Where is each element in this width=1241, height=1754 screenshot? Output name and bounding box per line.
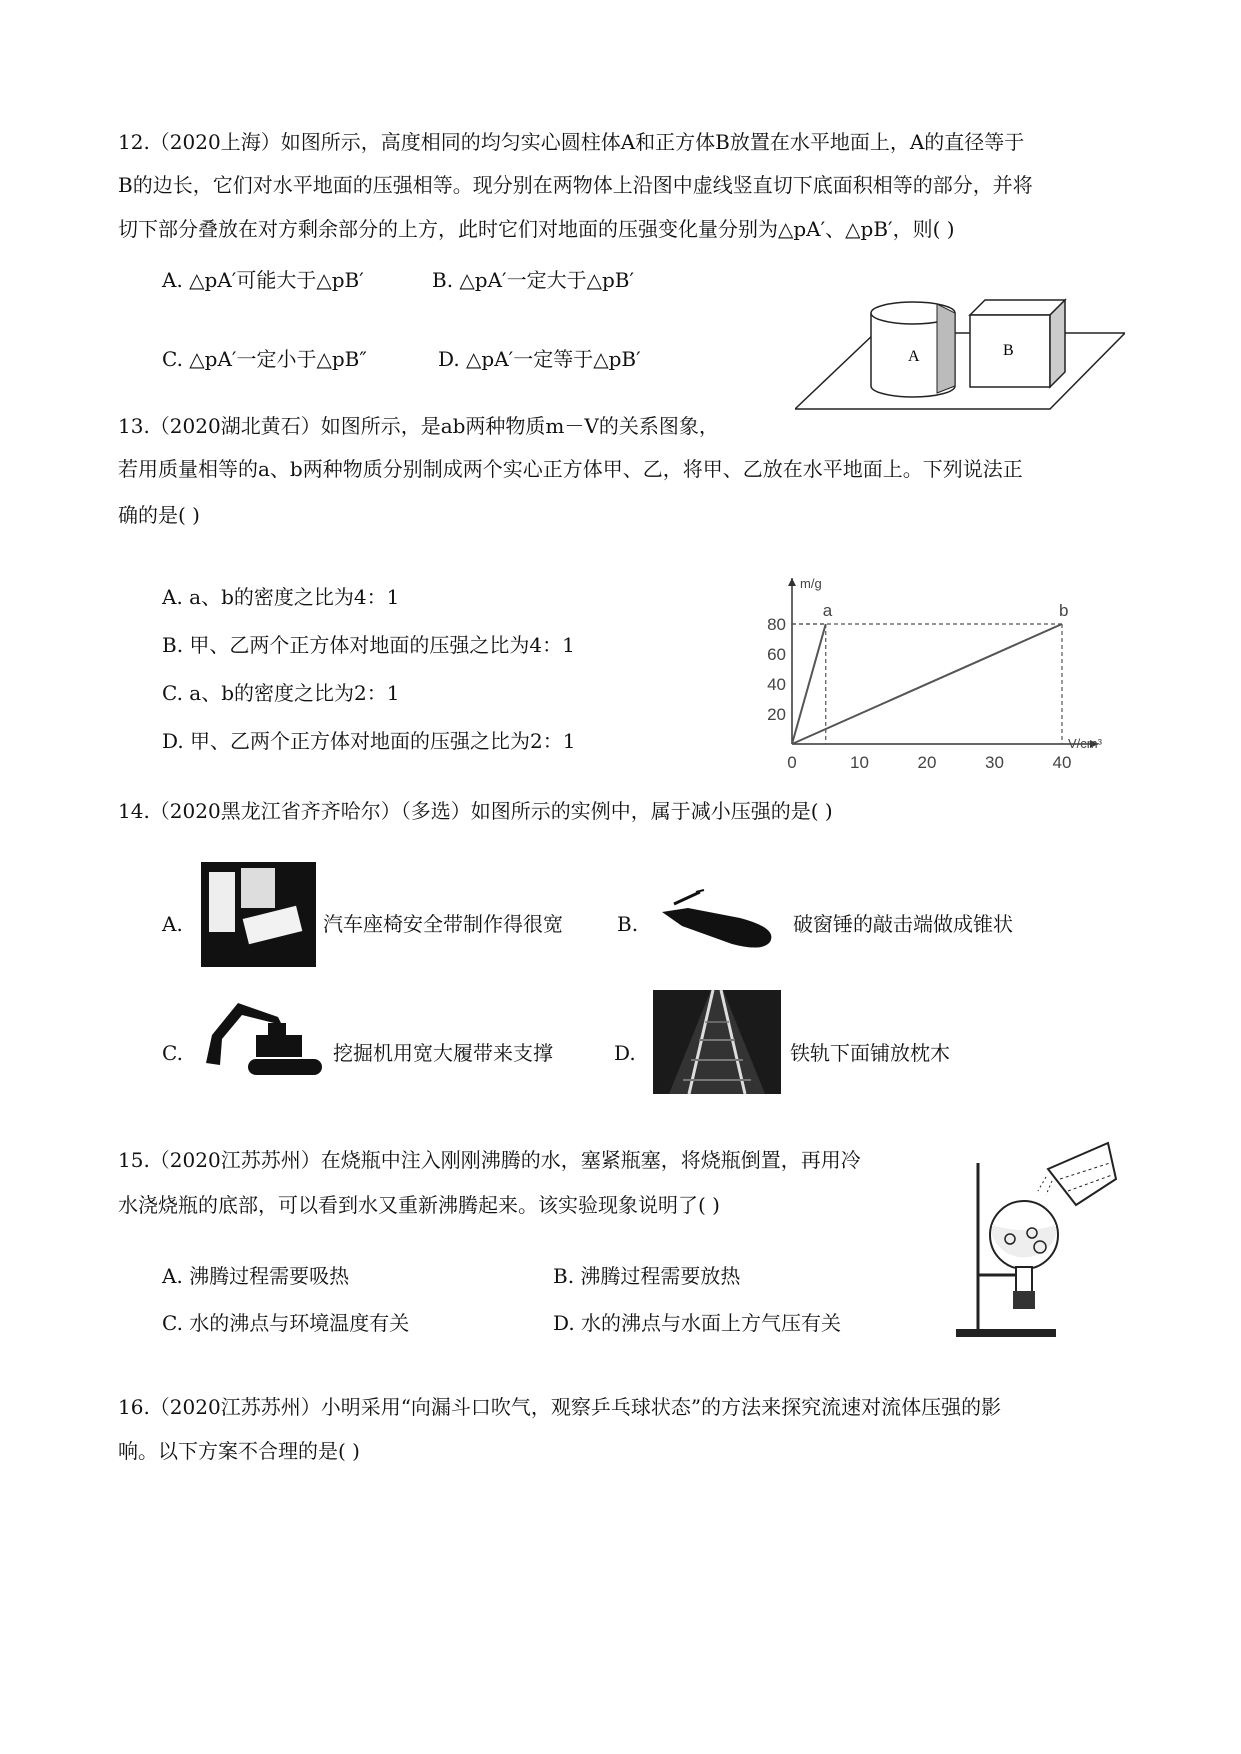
y-tick-label: 20 [767,705,786,724]
q13-line-1: 13.（2020湖北黄石）如图所示，是ab两种物质m－V的关系图象， [118,414,719,438]
series-line-a [792,624,826,744]
q14-line: 14.（2020黑龙江省齐齐哈尔）（多选）如图所示的实例中，属于减小压强的是( ) [118,799,833,823]
cylinder-label: A [908,348,920,365]
y-tick-label: 80 [767,615,786,634]
q12-option-b: B. △pA′一定大于△pB′ [432,268,635,292]
seatbelt-photo [201,862,316,967]
y-axis-label: m/g [800,576,822,591]
series-line-b [792,624,1062,744]
q15-option-c: C. 水的沸点与环境温度有关 [162,1311,410,1335]
q12-option-c: C. △pA′一定小于△pB″ [162,347,367,371]
q15-option-a: A. 沸腾过程需要吸热 [162,1264,350,1288]
q15-line-1: 15.（2020江苏苏州）在烧瓶中注入刚刚沸腾的水，塞紧瓶塞，将烧瓶倒置，再用冷 [118,1148,861,1172]
x-tick-label: 30 [985,753,1004,772]
x-tick-label: 40 [1052,753,1072,772]
q16-line-2: 响。以下方案不合理的是( ) [118,1439,360,1463]
series-label-a: a [822,601,833,620]
q13-option-c: C. a、b的密度之比为2：1 [162,681,400,705]
q12-option-d: D. △pA′一定等于△pB′ [438,347,641,371]
window-hammer-photo [652,882,782,952]
x-axis-label: V/cm³ [1068,736,1102,751]
q14-option-c-letter: C. [162,1041,183,1065]
x-tick-label: 0 [787,753,797,772]
mass-volume-chart [750,572,1110,780]
series-label-b: b [1059,601,1069,620]
q16-line-1: 16.（2020江苏苏州）小明采用“向漏斗口吹气，观察乒乓球状态”的方法来探究流速对流体压强的影 [118,1395,1002,1419]
q12-line-2: B的边长，它们对水平地面的压强相等。现分别在两物体上沿图中虚线竖直切下底面积相等的部分，并将 [118,173,1033,197]
q15-line-2: 水浇烧瓶的底部，可以看到水又重新沸腾起来。该实验现象说明了( ) [118,1193,720,1217]
q13-option-a: A. a、b的密度之比为4：1 [162,585,400,609]
q13-line-2: 若用质量相等的a、b两种物质分别制成两个实心正方体甲、乙，将甲、乙放在水平地面上。下列说法正 [118,457,1023,481]
q14-option-c-text: 挖掘机用宽大履带来支撑 [333,1041,553,1065]
inverted-flask-figure [950,1135,1120,1345]
x-tick-label: 10 [850,753,869,772]
q13-option-d: D. 甲、乙两个正方体对地面的压强之比为2：1 [162,729,576,753]
x-tick-label: 20 [917,753,937,772]
excavator-photo [198,995,328,1083]
y-tick-label: 40 [767,675,786,694]
y-tick-label: 60 [767,645,786,664]
railway-track-photo [653,990,781,1094]
q14-option-b-text: 破窗锤的敲击端做成锥状 [793,912,1013,936]
q15-option-d: D. 水的沸点与水面上方气压有关 [553,1311,842,1335]
q12-line-1: 12.（2020上海）如图所示，高度相同的均匀实心圆柱体A和正方体B放置在水平地面上，A的直径等于 [118,130,1025,154]
q15-option-b: B. 沸腾过程需要放热 [553,1264,741,1288]
q12-option-a: A. △pA′可能大于△pB′ [162,268,364,292]
q13-line-3: 确的是( ) [118,503,200,527]
cylinder-cube-figure [795,283,1125,413]
q14-option-a-letter: A. [162,912,183,936]
q12-line-3: 切下部分叠放在对方剩余部分的上方，此时它们对地面的压强变化量分别为△pA′、△pB′，则( ) [118,217,955,241]
y-axis-arrow [788,578,796,586]
q14-option-d-letter: D. [614,1041,636,1065]
cube-label: B [1003,342,1014,359]
q14-option-d-text: 铁轨下面铺放枕木 [790,1041,950,1065]
q13-option-b: B. 甲、乙两个正方体对地面的压强之比为4：1 [162,633,575,657]
q14-option-a-text: 汽车座椅安全带制作得很宽 [323,912,563,936]
q14-option-b-letter: B. [617,912,639,936]
